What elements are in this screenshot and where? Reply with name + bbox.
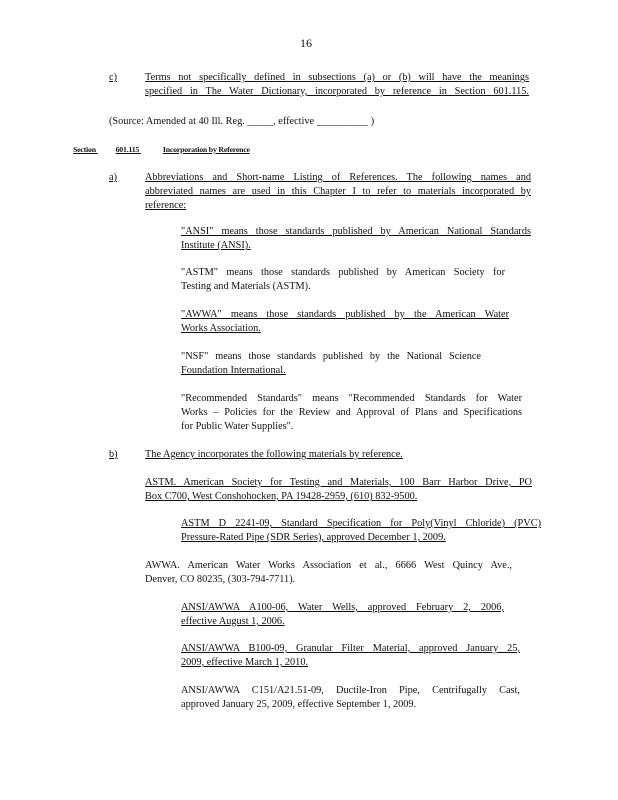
awwa-standard-c151	[181, 684, 520, 712]
definition-line: Works Association.	[181, 323, 261, 334]
astm-standard-line: Pressure-Rated Pipe (SDR Series), approved December 1, 2009.	[181, 532, 446, 543]
definition-line: "ANSI" means those standards published by American National Standards	[181, 226, 531, 237]
astm-standard-line: ASTM D 2241-09, Standard Specification for Poly(Vinyl Chloride) (PVC)	[181, 518, 541, 529]
item-a-line: reference:	[145, 200, 187, 211]
awwa-standard-b100	[181, 642, 520, 670]
definition-line: "NSF" means those standards published by the National Science	[181, 351, 481, 362]
astm-line: ASTM. American Society for Testing and Materials, 100 Barr Harbor Drive, PO	[145, 477, 532, 488]
awwa-standard-a100	[181, 601, 504, 629]
definition-astm	[181, 266, 505, 294]
definition-line: for Public Water Supplies".	[181, 421, 294, 432]
astm-line: Box C700, West Conshohocken, PA 19428-2959, (610) 832-9500.	[145, 491, 418, 502]
item-a-text	[145, 171, 531, 213]
definition-line: "AWWA" means those standards published by the American Water	[181, 309, 509, 320]
item-b-text: The Agency incorporates the following materials by reference.	[145, 449, 403, 460]
awwa-standard-line: effective August 1, 2006.	[181, 616, 285, 627]
item-b-marker: b)	[109, 449, 118, 460]
source-note: (Source: Amended at 40 Ill. Reg. _____, effective __________ )	[109, 116, 375, 127]
awwa-organization	[145, 559, 512, 587]
awwa-standard-line: approved January 25, 2009, effective September 1, 2009.	[181, 699, 417, 710]
definition-line: Institute (ANSI).	[181, 240, 251, 251]
item-c-line: specified in The Water Dictionary, incorporated by reference in Section 601.115.	[145, 86, 529, 97]
awwa-standard-line: 2009, effective March 1, 2010.	[181, 657, 309, 668]
definition-nsf	[181, 350, 481, 378]
definition-line: Foundation International.	[181, 365, 286, 376]
definition-line: "ASTM" means those standards published by American Society for	[181, 267, 505, 278]
item-a-line: Abbreviations and Short-name Listing of References. The following names and	[145, 172, 531, 183]
section-label: Section	[73, 145, 96, 154]
definition-line: "Recommended Standards" means "Recommended Standards for Water	[181, 393, 522, 404]
page-number: 16	[300, 36, 312, 50]
astm-organization	[145, 476, 532, 504]
definition-line: Works – Policies for the Review and Approval of Plans and Specifications	[181, 407, 522, 418]
item-c-text	[145, 71, 529, 99]
awwa-standard-line: ANSI/AWWA C151/A21.51-09, Ductile-Iron Pipe, Centrifugally Cast,	[181, 685, 520, 696]
awwa-line: Denver, CO 80235, (303-794-7711).	[145, 574, 296, 585]
awwa-line: AWWA. American Water Works Association et al., 6666 West Quincy Ave.,	[145, 560, 512, 571]
definition-recommended-standards	[181, 392, 522, 434]
section-number: 601.115	[115, 145, 140, 154]
item-a-marker: a)	[109, 172, 117, 183]
definition-awwa	[181, 308, 509, 336]
definition-ansi	[181, 225, 531, 253]
definition-line: Testing and Materials (ASTM).	[181, 281, 311, 292]
section-title: Incorporation by Reference	[162, 145, 250, 154]
awwa-standard-line: ANSI/AWWA A100-06, Water Wells, approved February 2, 2006,	[181, 602, 504, 613]
item-c-line: Terms not specifically defined in subsections (a) or (b) will have the meanings	[145, 72, 529, 83]
section-heading	[73, 145, 250, 154]
item-a-line: abbreviated names are used in this Chapter I to refer to materials incorporated by	[145, 186, 531, 197]
item-c-marker: c)	[109, 72, 117, 83]
astm-standard	[181, 517, 541, 545]
awwa-standard-line: ANSI/AWWA B100-09, Granular Filter Material, approved January 25,	[181, 643, 520, 654]
